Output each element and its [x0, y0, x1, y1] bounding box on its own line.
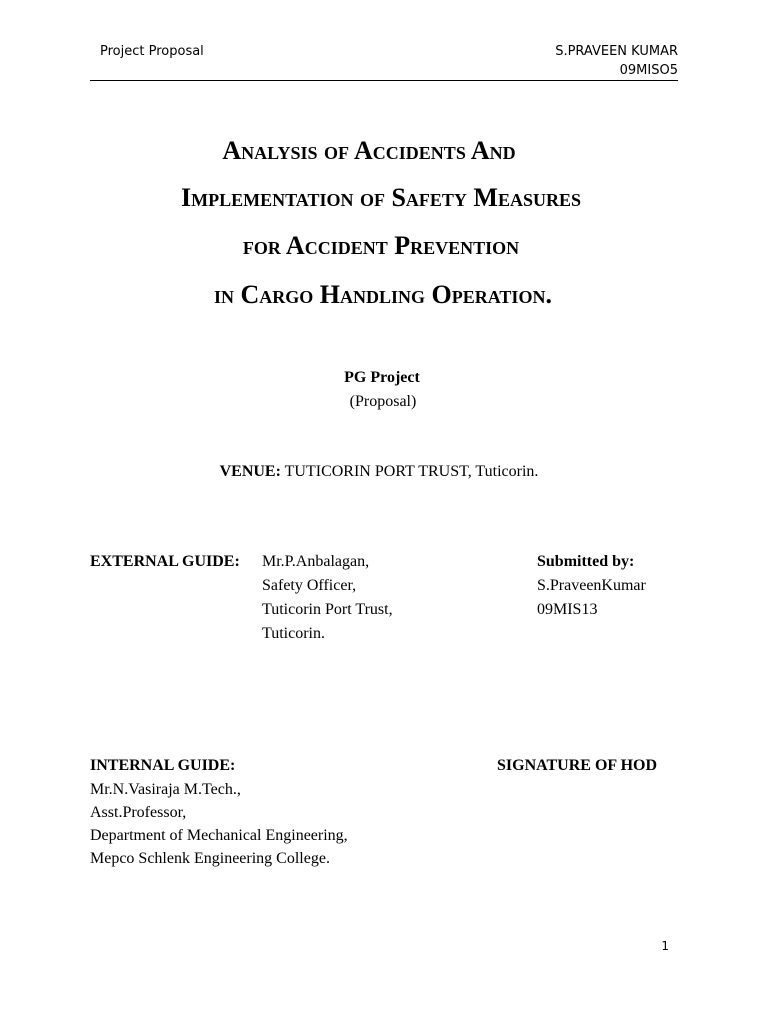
project-label: PG Project: [344, 369, 420, 386]
internal-guide-name: Mr.N.Vasiraja M.Tech.,: [90, 781, 241, 798]
header-author-id: 09MISO5: [619, 63, 678, 78]
header-divider: [90, 80, 678, 81]
page-number: 1: [661, 939, 669, 953]
external-guide-organization: Tuticorin Port Trust,: [262, 601, 393, 618]
submitter-roll-number: 09MIS13: [537, 601, 598, 618]
venue-line: [0, 462, 763, 482]
submitted-by-label: Submitted by:: [537, 553, 635, 570]
header-author-name: S.PRAVEEN KUMAR: [555, 44, 678, 59]
header-left-text: Project Proposal: [100, 44, 204, 59]
external-guide-name: Mr.P.Anbalagan,: [262, 553, 370, 570]
internal-guide-department: Department of Mechanical Engineering,: [90, 827, 348, 844]
title-line-2: Implementation of Safety Measures: [181, 183, 581, 212]
internal-guide-designation: Asst.Professor,: [90, 804, 187, 821]
venue-label: VENUE:: [219, 463, 281, 480]
venue-value: TUTICORIN PORT TRUST, Tuticorin.: [280, 463, 539, 480]
external-guide-label: EXTERNAL GUIDE:: [90, 553, 240, 570]
submitter-name: S.PraveenKumar: [537, 577, 646, 594]
external-guide-designation: Safety Officer,: [262, 577, 357, 594]
title-line-4: in Cargo Handling Operation.: [214, 280, 552, 309]
title-line-1: Analysis of Accidents And: [222, 136, 516, 165]
title-line-3: for Accident Prevention: [242, 231, 520, 260]
project-type: (Proposal): [349, 393, 417, 410]
internal-guide-college: Mepco Schlenk Engineering College.: [90, 850, 330, 867]
internal-guide-label: INTERNAL GUIDE:: [90, 757, 236, 774]
external-guide-city: Tuticorin.: [262, 625, 325, 642]
signature-hod-label: SIGNATURE OF HOD: [497, 757, 658, 774]
